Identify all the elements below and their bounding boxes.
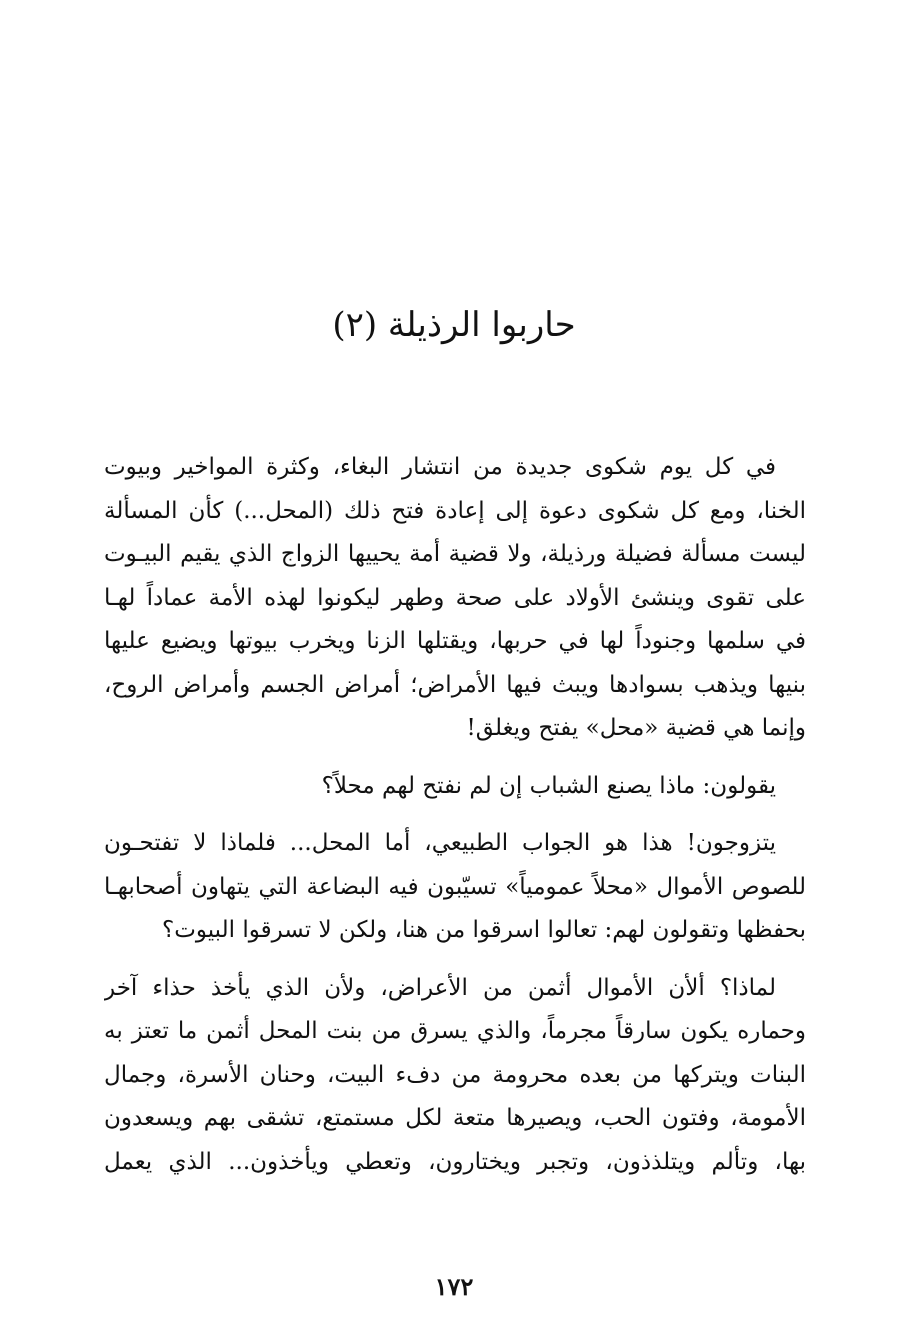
text-line: ليست مسألة فضيلة ورذيلة، ولا قضية أمة يحييها الزواج الذي يقيم البيـوت (104, 541, 806, 567)
page-number: ١٧٢ (434, 1272, 474, 1301)
text-line: وحماره يكون سارقاً مجرماً، والذي يسرق من بنت المحل أثمن ما تعتز به (104, 1018, 806, 1044)
text-line: بحفظها وتقولون لهم: تعالوا اسرقوا من هنا، ولكن لا تسرقوا البيوت؟ (161, 917, 806, 943)
paragraph-2 (104, 765, 806, 809)
paragraph-1 (104, 446, 806, 751)
text-line: البنات ويتركها من بعده محرومة من دفء البيت، وحنان الأسرة، وجمال (104, 1061, 806, 1088)
text-line: يتزوجون! هذا هو الجواب الطبيعي، أما المحل... فلماذا لا تفتحـون (104, 830, 776, 856)
text-line: الخنا، ومع كل شكوى دعوة إلى إعادة فتح ذلك (المحل...) كأن المسألة (104, 497, 806, 524)
text-line: يقولون: ماذا يصنع الشباب إن لم نفتح لهم محلاً؟ (321, 772, 776, 799)
text-line: بها، وتألم ويتلذذون، وتجبر ويختارون، وتعطي ويأخذون... الذي يعمل (104, 1148, 806, 1175)
text-line: الأمومة، وفتون الحب، ويصيرها متعة لكل مستمتع، تشقى بهم ويسعدون (104, 1105, 806, 1131)
text-line: وإنما هي قضية «محل» يفتح ويغلق! (466, 715, 806, 741)
text-line: لماذا؟ ألأن الأموال أثمن من الأعراض، ولأن الذي يأخذ حذاء آخر (104, 974, 776, 1001)
body-text (104, 446, 806, 1184)
text-line: في كل يوم شكوى جديدة من انتشار البغاء، وكثرة المواخير وبيوت (104, 454, 776, 480)
text-line: في سلمها وجنوداً لها في حربها، ويقتلها الزنا ويخرب بيوتها ويضيع عليها (104, 628, 806, 654)
text-line: بنيها ويذهب بسوادها ويبث فيها الأمراض؛ أمراض الجسم وأمراض الروح، (104, 671, 806, 698)
paragraph-4 (104, 967, 806, 1185)
text-line: للصوص الأموال «محلاً عمومياً» تسيّبون فيه البضاعة التي يتهاون أصحابهـا (104, 873, 806, 900)
chapter-title: حاربوا الرذيلة (٢) (332, 305, 576, 345)
text-line: على تقوى وينشئ الأولاد على صحة وطهر ليكونوا لهذه الأمة عماداً لهـا (104, 584, 806, 611)
paragraph-3 (104, 822, 806, 953)
